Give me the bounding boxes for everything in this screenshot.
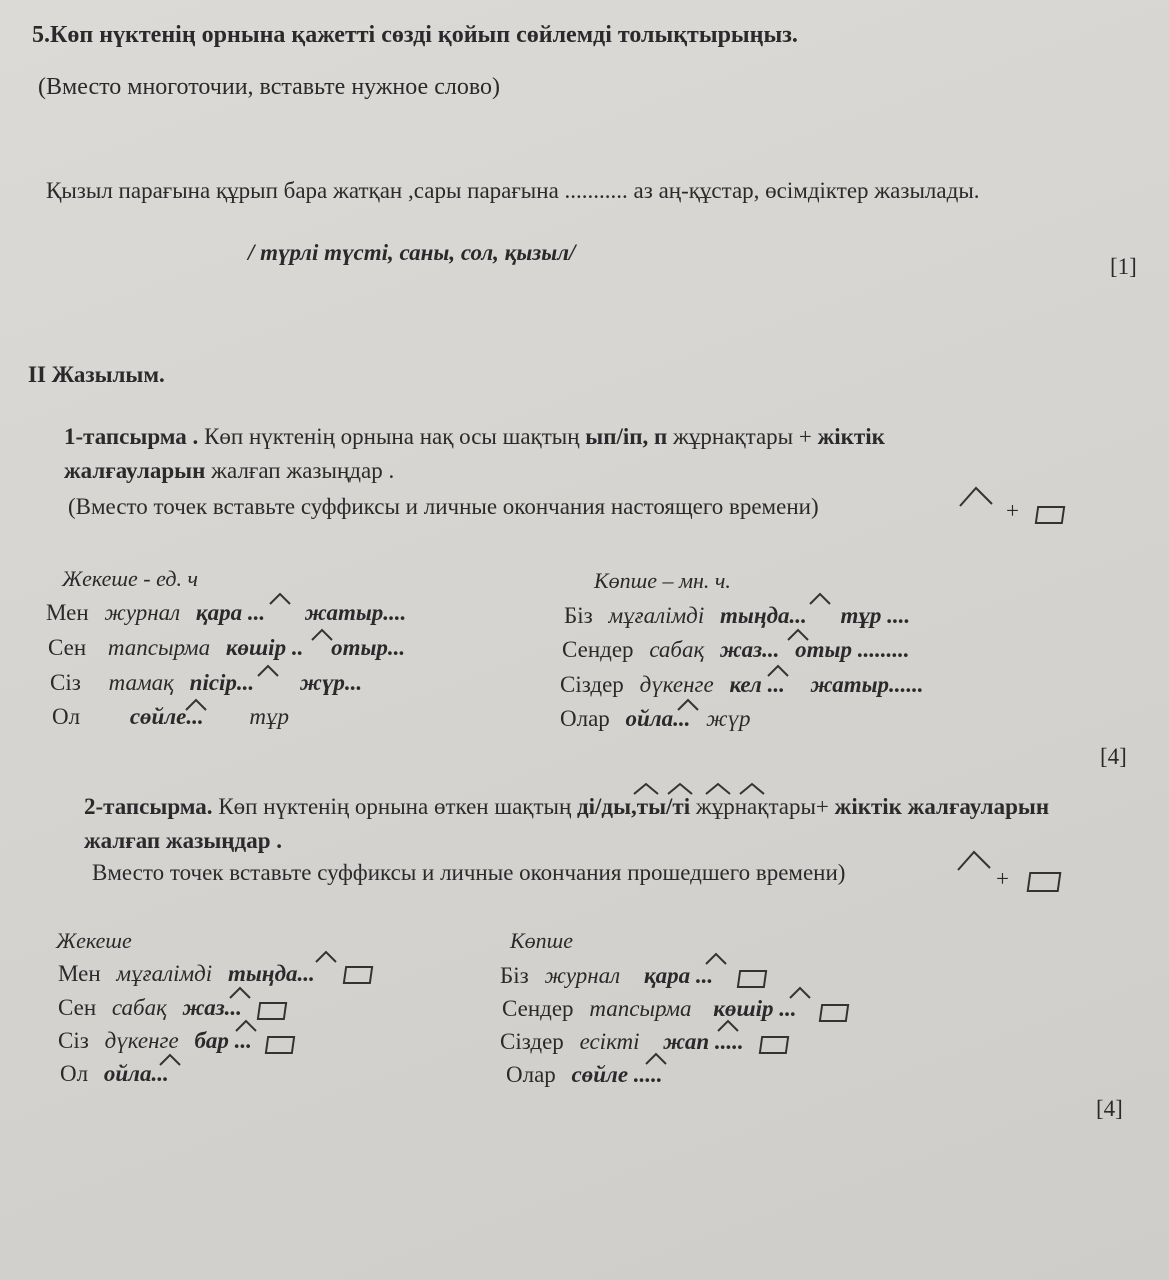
task1-text-a: Көп нүктенің орнына нақ осы шақтың bbox=[198, 424, 586, 449]
pronoun: Біз bbox=[564, 603, 593, 628]
task1-singular-row bbox=[46, 600, 416, 626]
object: есікті bbox=[579, 1029, 640, 1054]
pronoun: Сен bbox=[58, 995, 97, 1020]
task1-instruction-line2 bbox=[64, 458, 394, 484]
pronoun: Олар bbox=[506, 1062, 556, 1087]
verb: сөйле ..... bbox=[571, 1062, 663, 1087]
verb: көшір .. bbox=[225, 635, 304, 660]
task1-ru: (Вместо точек вставьте суффиксы и личные окончания настоящего времени) bbox=[68, 494, 819, 519]
task2-text-a: Көп нүктенің орнына өткен шақтың bbox=[212, 794, 578, 819]
task2-singular-row bbox=[58, 961, 325, 987]
aux-verb: жүр bbox=[706, 706, 751, 731]
suffix-caret-icon bbox=[632, 782, 772, 796]
suffix-caret-icon bbox=[256, 664, 282, 678]
task1-singular-row bbox=[52, 704, 299, 730]
suffix-caret-icon bbox=[676, 698, 702, 712]
task1-label: 1-тапсырма . bbox=[64, 424, 199, 449]
suffix-caret-icon bbox=[310, 628, 336, 642]
pronoun: Сендер bbox=[562, 637, 634, 662]
aux-verb: отыр... bbox=[331, 635, 406, 660]
section5-options: / түрлі түсті, саны, сол, қызыл/ bbox=[248, 240, 576, 265]
pronoun: Біз bbox=[500, 963, 529, 988]
verb: жаз... bbox=[182, 995, 242, 1020]
task1-plural-row bbox=[562, 637, 919, 663]
object: тамақ bbox=[108, 670, 174, 695]
task1-text-b: жұрнақтары + bbox=[667, 424, 818, 449]
pronoun: Сіздер bbox=[560, 672, 624, 697]
suffix-caret-icon bbox=[268, 592, 294, 606]
task1-line2: жалғап жазыңдар . bbox=[205, 458, 395, 483]
verb: кел ... bbox=[729, 672, 785, 697]
task2-singular-row bbox=[58, 995, 252, 1021]
task1-instruction-line1 bbox=[64, 424, 885, 450]
object: мұғалімді bbox=[608, 603, 705, 628]
aux-verb: жатыр...... bbox=[810, 672, 924, 697]
suffix-caret-icon bbox=[228, 986, 254, 1000]
task2-ru: Вместо точек вставьте суффиксы и личные окончания прошедшего времени) bbox=[92, 860, 846, 885]
pronoun: Сіз bbox=[58, 1028, 89, 1053]
ending-box-icon bbox=[265, 1036, 296, 1054]
task1-plural-row bbox=[564, 603, 920, 629]
suffix-caret-icon bbox=[786, 628, 812, 642]
suffix-caret-icon bbox=[234, 1019, 260, 1033]
task1-score: [4] bbox=[1100, 744, 1127, 769]
suffix-caret-icon bbox=[314, 950, 340, 964]
aux-verb: жүр... bbox=[299, 670, 363, 695]
section2-heading: II Жазылым. bbox=[28, 362, 165, 387]
pronoun: Сіз bbox=[50, 670, 81, 695]
task1-plural-row bbox=[560, 672, 934, 698]
task2-singular-header: Жекеше bbox=[56, 928, 132, 953]
pronoun: Олар bbox=[560, 706, 610, 731]
pronoun: Сен bbox=[48, 635, 87, 660]
task1-bold-b: жіктік bbox=[817, 424, 885, 449]
task1-singular-row bbox=[50, 670, 372, 696]
aux-verb: тұр .... bbox=[840, 603, 911, 628]
suffix-caret-icon bbox=[184, 698, 210, 712]
object: журнал bbox=[104, 600, 181, 625]
task1-plus: + bbox=[1006, 498, 1019, 523]
suffix-caret-icon bbox=[766, 664, 792, 678]
section5-title: 5.Көп нүктенің орнына қажетті сөзді қойып сөйлемді толықтырыңыз. bbox=[32, 22, 798, 48]
task1-plural-header: Көпше – мн. ч. bbox=[594, 568, 731, 593]
object: журнал bbox=[544, 963, 621, 988]
ending-box-icon bbox=[257, 1002, 288, 1020]
suffix-caret-icon bbox=[704, 952, 730, 966]
suffix-caret-icon bbox=[956, 850, 996, 874]
ending-box-icon bbox=[737, 970, 768, 988]
pronoun: Мен bbox=[46, 600, 89, 625]
task2-suffix: ді/ды,ты/ті bbox=[577, 794, 691, 819]
verb: ойла... bbox=[625, 706, 691, 731]
verb: бар ... bbox=[194, 1028, 252, 1053]
task2-plus: + bbox=[996, 866, 1009, 891]
object: сабақ bbox=[649, 637, 705, 662]
suffix-caret-icon bbox=[958, 484, 998, 510]
task2-plural-row bbox=[500, 963, 723, 989]
verb: жап ..... bbox=[663, 1029, 744, 1054]
verb: қара ... bbox=[643, 963, 714, 988]
aux-verb: тұр bbox=[249, 704, 289, 729]
task2-text-b: жұрнақтары+ bbox=[690, 794, 835, 819]
object: тапсырма bbox=[589, 996, 692, 1021]
pronoun: Ол bbox=[60, 1061, 89, 1086]
task2-plural-row bbox=[502, 996, 807, 1022]
task1-singular-row bbox=[48, 635, 415, 661]
task1-plural-row bbox=[560, 706, 761, 732]
section5-score: [1] bbox=[1110, 254, 1137, 279]
object: дүкенге bbox=[639, 672, 714, 697]
task2-instruction-line1 bbox=[84, 794, 1049, 820]
task1-singular-header: Жекеше - ед. ч bbox=[62, 566, 198, 591]
pronoun: Сендер bbox=[502, 996, 574, 1021]
object: сабақ bbox=[111, 995, 167, 1020]
task2-plural-header: Көпше bbox=[510, 928, 573, 953]
verb: сөйле... bbox=[129, 704, 204, 729]
ending-box-icon bbox=[819, 1004, 850, 1022]
verb: ойла... bbox=[103, 1061, 169, 1086]
ending-box-icon bbox=[1035, 506, 1066, 524]
ending-box-icon bbox=[759, 1036, 790, 1054]
verb: тыңда... bbox=[719, 603, 807, 628]
suffix-caret-icon bbox=[788, 986, 814, 1000]
suffix-caret-icon bbox=[158, 1053, 184, 1067]
task1-line2-bold: жалғауларын bbox=[64, 458, 206, 483]
verb: тыңда... bbox=[227, 961, 315, 986]
verb: көшір ... bbox=[713, 996, 797, 1021]
suffix-caret-icon bbox=[644, 1052, 670, 1066]
task2-singular-row bbox=[58, 1028, 262, 1054]
aux-verb: отыр ......... bbox=[795, 637, 910, 662]
task2-label: 2-тапсырма. bbox=[84, 794, 213, 819]
task1-suffix: ып/іп, п bbox=[585, 424, 668, 449]
verb: пісір... bbox=[189, 670, 255, 695]
task2-line2: жалғап жазыңдар . bbox=[84, 828, 282, 853]
pronoun: Сіздер bbox=[500, 1029, 564, 1054]
object: дүкенге bbox=[104, 1028, 179, 1053]
task2-bold-b: жіктік жалғауларын bbox=[834, 794, 1050, 819]
pronoun: Ол bbox=[52, 704, 81, 729]
ending-box-icon bbox=[343, 966, 374, 984]
ending-box-icon bbox=[1027, 872, 1062, 892]
suffix-caret-icon bbox=[808, 592, 834, 606]
section5-sentence: Қызыл парағына құрып бара жатқан ,сары парағына ........... аз аң-құстар, өсімдіктер жазылады. bbox=[46, 178, 980, 203]
verb: жаз... bbox=[720, 637, 780, 662]
object: мұғалімді bbox=[116, 961, 213, 986]
suffix-caret-icon bbox=[716, 1019, 742, 1033]
pronoun: Мен bbox=[58, 961, 101, 986]
aux-verb: жатыр.... bbox=[304, 600, 407, 625]
task2-score: [4] bbox=[1096, 1096, 1123, 1121]
section5-subtitle: (Вместо многоточии, вставьте нужное слово) bbox=[38, 74, 500, 100]
verb: қара ... bbox=[195, 600, 266, 625]
object: тапсырма bbox=[107, 635, 211, 660]
